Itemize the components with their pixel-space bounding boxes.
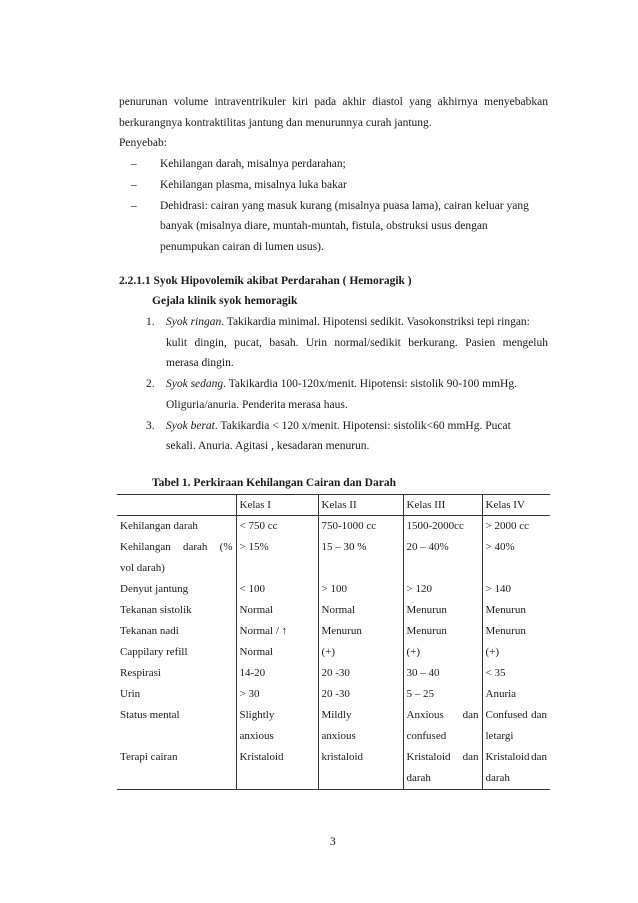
list-number: 2.: [146, 378, 155, 390]
paragraph-line: berkurangnya kontraktilitas jantung dan menurunnya curah jantung.: [119, 117, 432, 129]
table-cell: 20 -30: [318, 684, 403, 705]
header-cell: [117, 495, 236, 516]
list-item-line: kulit dingin, pucat, basah. Urin normal/sedikit berkurang. Pasien mengeluh: [166, 337, 548, 349]
table-cell: > 120: [403, 579, 482, 600]
page-number: 3: [330, 836, 336, 848]
table-cell: Kristaloid dan darah: [482, 747, 550, 790]
cause-continuation: banyak (misalnya diare, muntah-muntah, fistula, obstruksi usus dengan: [160, 220, 488, 232]
table-cell: > 100: [318, 579, 403, 600]
list-number: 3.: [146, 420, 155, 432]
cause-item: Kehilangan darah, misalnya perdarahan;: [160, 158, 346, 170]
table-cell: (+): [482, 642, 550, 663]
list-item-line: merasa dingin.: [166, 357, 234, 369]
table-header-row: [117, 495, 550, 516]
table-cell: Normal / ↑: [236, 621, 318, 642]
table-row: [117, 705, 550, 747]
row-label: Status mental: [117, 705, 236, 747]
table-cell: > 2000 cc: [482, 516, 550, 538]
table-row: [117, 516, 550, 538]
table-cell: (+): [403, 642, 482, 663]
list-item-text: . Takikardia minimal. Hipotensi sedikit. Vasokonstriksi tepi ringan:: [221, 316, 530, 328]
table-cell: Kristaloid: [236, 747, 318, 790]
causes-label: Penyebab:: [119, 137, 167, 149]
fluid-loss-table: [117, 494, 550, 790]
table-cell: Normal: [236, 642, 318, 663]
table-cell: Menurun: [482, 600, 550, 621]
table-cell: < 35: [482, 663, 550, 684]
table-cell: 20 – 40%: [403, 537, 482, 579]
table-cell: > 140: [482, 579, 550, 600]
row-label: Cappilary refill: [117, 642, 236, 663]
cause-item: Kehilangan plasma, misalnya luka bakar: [160, 179, 347, 191]
list-item-line: [166, 315, 548, 329]
header-cell: Kelas IV: [482, 495, 550, 516]
list-item-term: Syok ringan: [166, 316, 222, 328]
table-caption: Tabel 1. Perkiraan Kehilangan Cairan dan Darah: [152, 477, 396, 489]
table-cell: Anuria: [482, 684, 550, 705]
list-number: 1.: [146, 316, 155, 328]
header-cell: Kelas II: [318, 495, 403, 516]
row-label: Denyut jantung: [117, 579, 236, 600]
table-cell: 5 – 25: [403, 684, 482, 705]
bullet-dash: –: [131, 179, 137, 191]
table-cell: kristaloid: [318, 747, 403, 790]
row-label: Respirasi: [117, 663, 236, 684]
cause-item: Dehidrasi: cairan yang masuk kurang (misalnya puasa lama), cairan keluar yang: [160, 200, 529, 212]
table-cell: 30 – 40: [403, 663, 482, 684]
table-cell: (+): [318, 642, 403, 663]
list-item-term: Syok sedang: [166, 378, 224, 390]
table-cell: Menurun: [403, 600, 482, 621]
header-cell: Kelas III: [403, 495, 482, 516]
table-cell: 1500-2000cc: [403, 516, 482, 538]
row-label: Terapi cairan: [117, 747, 236, 790]
bullet-dash: –: [131, 158, 137, 170]
table-row: [117, 642, 550, 663]
table-cell: Confused dan letargi: [482, 705, 550, 747]
header-cell: Kelas I: [236, 495, 318, 516]
table-cell: > 30: [236, 684, 318, 705]
list-item-line: [166, 377, 517, 391]
table-cell: > 15%: [236, 537, 318, 579]
row-label: Tekanan nadi: [117, 621, 236, 642]
table-cell: < 100: [236, 579, 318, 600]
section-heading: 2.2.1.1 Syok Hipovolemik akibat Perdarahan ( Hemoragik ): [119, 275, 412, 287]
table-cell: 750-1000 cc: [318, 516, 403, 538]
table-row: [117, 621, 550, 642]
table-cell: Normal: [236, 600, 318, 621]
table-row: [117, 600, 550, 621]
table-cell: > 40%: [482, 537, 550, 579]
list-item-term: Syok berat: [166, 420, 215, 432]
table-row: [117, 747, 550, 790]
list-item-line: [166, 419, 511, 433]
paragraph-line: penurunan volume intraventrikuler kiri pada akhir diastol yang akhirnya menyebabkan: [119, 96, 548, 108]
table-cell: Kristaloid dan darah: [403, 747, 482, 790]
table-cell: Menurun: [318, 621, 403, 642]
table-cell: Normal: [318, 600, 403, 621]
table-cell: Mildly anxious: [318, 705, 403, 747]
table-cell: 15 – 30 %: [318, 537, 403, 579]
table-row: [117, 537, 550, 579]
list-item-text: . Takikardia 100-120x/menit. Hipotensi: sistolik 90-100 mmHg.: [223, 378, 517, 390]
row-label: Tekanan sistolik: [117, 600, 236, 621]
table-cell: Menurun: [482, 621, 550, 642]
table-cell: 20 -30: [318, 663, 403, 684]
cause-continuation: penumpukan cairan di lumen usus).: [160, 241, 324, 253]
table-cell: 14-20: [236, 663, 318, 684]
row-label: Kehilangan darah: [117, 516, 236, 538]
table-cell: Slightly anxious: [236, 705, 318, 747]
table-cell: Menurun: [403, 621, 482, 642]
list-item-line: sekali. Anuria. Agitasi , kesadaran menurun.: [166, 440, 370, 452]
row-label: Urin: [117, 684, 236, 705]
list-item-text: . Takikardia < 120 x/menit. Hipotensi: sistolik<60 mmHg. Pucat: [214, 420, 511, 432]
bullet-dash: –: [131, 200, 137, 212]
row-label: Kehilangan darah (% vol darah): [117, 537, 236, 579]
table-row: [117, 663, 550, 684]
list-item-line: Oliguria/anuria. Penderita merasa haus.: [166, 399, 348, 411]
table-row: [117, 579, 550, 600]
section-subheading: Gejala klinik syok hemoragik: [152, 295, 298, 307]
table-cell: Anxious dan confused: [403, 705, 482, 747]
table-row: [117, 684, 550, 705]
table-cell: < 750 cc: [236, 516, 318, 538]
